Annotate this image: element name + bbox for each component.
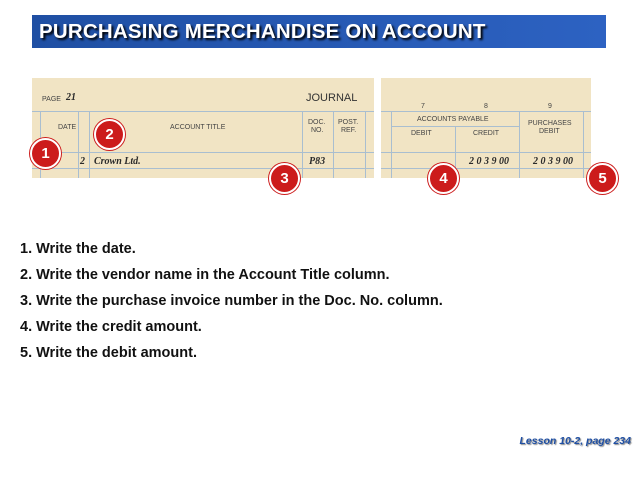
col-line [391,111,392,178]
col-line [89,111,90,178]
title-bar [32,15,606,48]
callout-badge-1: 1 [30,138,61,169]
col-8: 8 [484,103,488,110]
entry-ap-credit: 2 0 3 9 00 [469,156,509,167]
col-line [583,111,584,178]
journal-left-panel [32,78,374,178]
col-line [302,111,303,178]
row-rule-top [32,152,374,153]
entry-day: 2 [80,156,85,167]
header-doc: DOC. [308,119,326,126]
col-9: 9 [548,103,552,110]
header-doc-no: NO. [311,127,324,134]
row-rule-bottom [32,168,374,169]
header-post: POST. [338,119,359,126]
step-4: 4. Write the credit amount. [20,319,202,335]
header-date: DATE [58,124,77,131]
header-ref: REF. [341,127,357,134]
callout-badge-2: 2 [94,119,125,150]
step-1: 1. Write the date. [20,241,136,257]
lesson-reference: Lesson 10-2, page 234 [519,435,631,447]
step-2: 2. Write the vendor name in the Account Title column. [20,267,390,283]
page-label: PAGE [42,96,61,103]
header-account-title: ACCOUNT TITLE [170,124,226,131]
col-7: 7 [421,103,425,110]
entry-account: Crown Ltd. [94,156,141,167]
header-purchases: PURCHASES [528,120,572,127]
callout-badge-4: 4 [428,163,459,194]
callout-badge-5: 5 [587,163,618,194]
step-3: 3. Write the purchase invoice number in the Doc. No. column. [20,293,443,309]
col-line [78,111,79,178]
page-number: 21 [66,92,76,103]
entry-doc-no: P83 [309,156,326,167]
header-rule [32,111,374,112]
header-accounts-payable: ACCOUNTS PAYABLE [417,116,489,123]
journal-name: JOURNAL [306,92,358,104]
steps-list [20,240,443,370]
slide-title: PURCHASING MERCHANDISE ON ACCOUNT [39,20,486,43]
row-rule-bottom [381,168,591,169]
col-line [365,111,366,178]
entry-purchases-debit: 2 0 3 9 00 [533,156,573,167]
col-line [333,111,334,178]
col-line [519,111,520,178]
header-ap-credit: CREDIT [473,130,500,137]
step-5: 5. Write the debit amount. [20,345,197,361]
row-rule-top [381,152,591,153]
callout-badge-3: 3 [269,163,300,194]
header-rule [381,111,591,112]
header-ap-debit: DEBIT [411,130,432,137]
header-purchases-debit: DEBIT [539,128,560,135]
journal-right-panel [381,78,591,178]
